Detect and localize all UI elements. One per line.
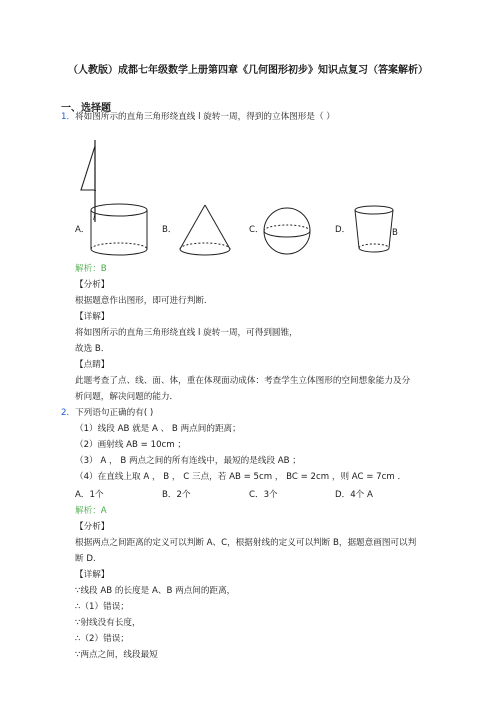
option-2b: B．2个 xyxy=(162,490,191,500)
question-1-stem xyxy=(61,112,335,123)
statement-2: （2）画射线 AB = 10cm ； xyxy=(75,440,186,450)
analysis-tag-2: 【分析】 xyxy=(75,522,110,532)
answer-2: 解析：A xyxy=(75,506,107,516)
question-1-number: 1． xyxy=(61,112,76,122)
detail-1-line-2: 故选 B． xyxy=(75,344,110,354)
statement-3: （3） A ， B 两点之间的所有连线中，最短的是线段 AB ； xyxy=(75,456,301,466)
comment-tag-1: 【点睛】 xyxy=(75,360,110,370)
question-1-text: 将如图所示的直角三角形绕直线 l 旋转一周，得到的立体图形是（ ） xyxy=(75,112,335,122)
question-2-number: 2． xyxy=(61,408,76,418)
axis-label-l: l xyxy=(93,214,96,222)
comment-1-line-1: 此题考查了点、线、面、体，重在体现面动成体：考查学生立体图形的空间想象能力及分 xyxy=(75,376,411,386)
detail-tag-1: 【详解】 xyxy=(75,312,110,322)
detail-tag-2: 【详解】 xyxy=(75,570,110,580)
detail-1-line-1: 将如图所示的直角三角形绕直线 l 旋转一周，可得到圆锥， xyxy=(75,328,298,338)
detail-2-line-2: ∴（1）错误； xyxy=(75,602,129,612)
frustum-figure xyxy=(351,204,397,258)
analysis-1: 根据题意作出图形，即可进行判断. xyxy=(75,296,207,306)
option-2a: A．1个 xyxy=(75,490,104,500)
detail-2-line-1: ∵线段 AB 的长度是 A、B 两点间的距离， xyxy=(75,586,236,596)
sphere-figure xyxy=(262,206,312,256)
cylinder-figure xyxy=(88,202,150,258)
detail-2-line-5: ∵两点之间，线段最短 xyxy=(75,650,158,660)
option-1c-label: C． xyxy=(249,225,264,235)
detail-2-line-3: ∵射线没有长度， xyxy=(75,618,141,628)
statement-1: （1）线段 AB 就是 A 、 B 两点间的距离； xyxy=(75,424,241,434)
analysis-tag-1: 【分析】 xyxy=(75,280,110,290)
answer-1: 解析：B xyxy=(75,264,107,274)
analysis-2-line-2: 断 D. xyxy=(75,554,96,564)
question-2-stem xyxy=(61,408,153,419)
option-1d-label: D． xyxy=(335,225,351,235)
statement-4: （4）在直线上取 A ， B ， C 三点，若 AB = 5cm ， BC = 2cm ，则 AC = 7cm ． xyxy=(75,472,407,482)
section-heading: 一、选择题 xyxy=(61,103,111,114)
option-1d-tag: B xyxy=(392,228,398,238)
option-2c: C．3个 xyxy=(249,490,278,500)
cone-figure xyxy=(176,203,234,259)
analysis-2-line-1: 根据两点之间距离的定义可以判断 A、C，根据射线的定义可以判断 B，据题意画图可以判 xyxy=(75,538,417,548)
question-2-text: 下列语句正确的有( ) xyxy=(75,408,154,418)
option-1a-label: A． xyxy=(75,225,90,235)
option-2d: D．4个 A xyxy=(335,490,373,500)
page-title: （人教版）成都七年级数学上册第四章《几何图形初步》知识点复习（答案解析） xyxy=(68,65,428,76)
detail-2-line-4: ∴（2）错误； xyxy=(75,634,129,644)
comment-1-line-2: 析问题，解决问题的能力． xyxy=(75,392,179,402)
option-1b-label: B． xyxy=(162,225,177,235)
